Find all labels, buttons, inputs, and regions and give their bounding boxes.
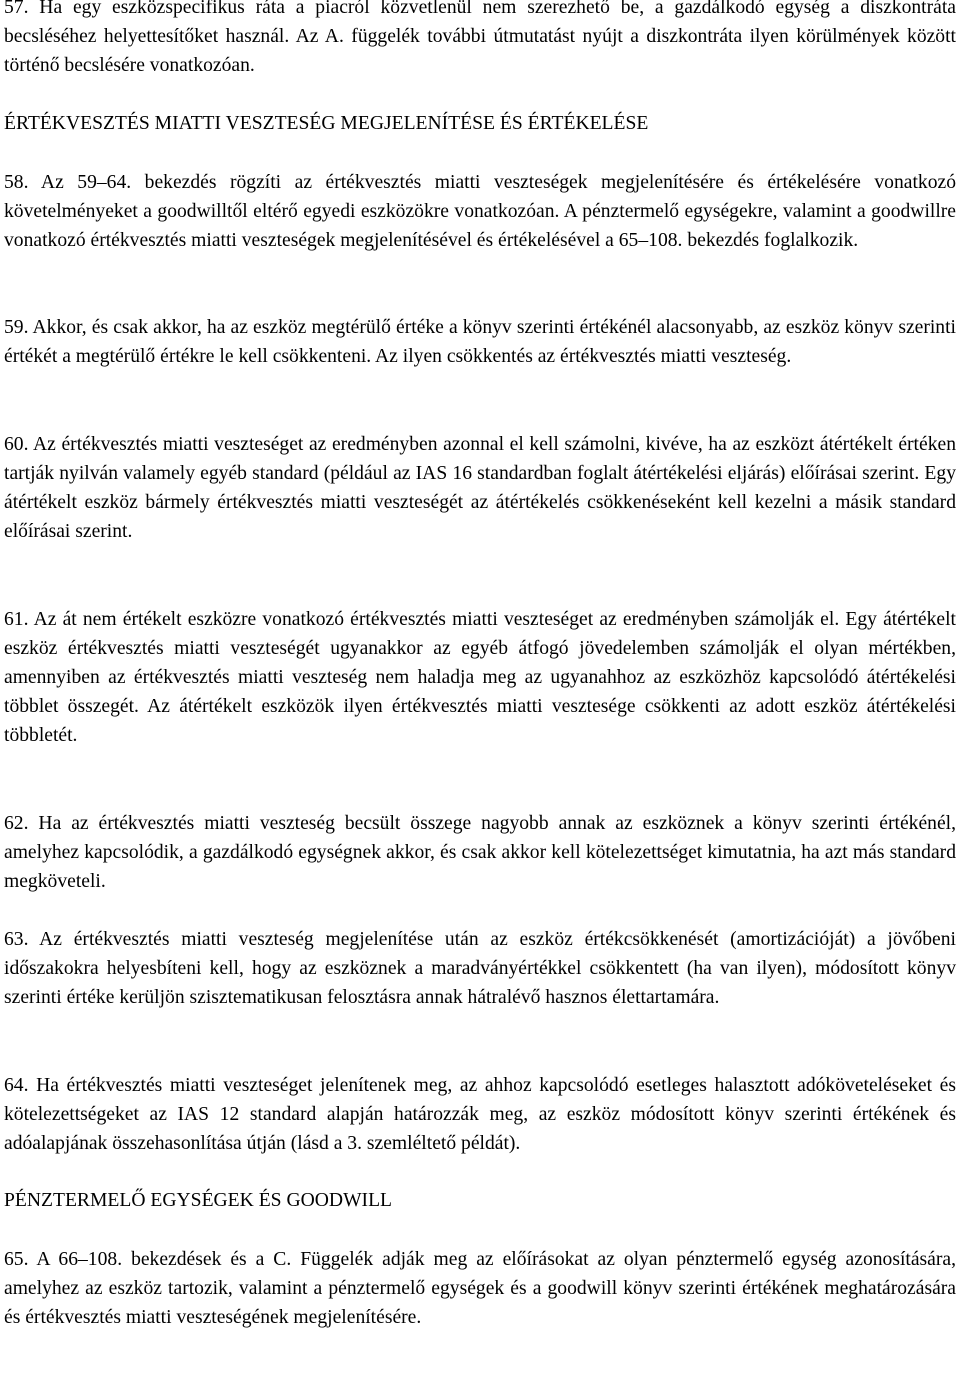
- paragraph-61: 61. Az át nem értékelt eszközre vonatkozó értékvesztés miatti veszteséget az eredményben számolják el. Egy átértékelt eszköz értékvesztés miatti veszteségét ugyanakkor az egyéb átfogó jövedelemben számolják el olyan mértékben, amennyiben az értékvesztés miatti veszteség nem haladja meg az ugyanahhoz az eszközhöz kapcsolódó átértékelési többlet összegét. Az átértékelt eszközök ilyen értékvesztés miatti vesztesége csökkenti az adott eszköz átértékelési többletét.: [4, 609, 956, 746]
- paragraph-60: 60. Az értékvesztés miatti veszteséget az eredményben azonnal el kell számolni, kivéve, ha az eszközt átértékelt értéken tartják nyilván valamely egyéb standard (például az IAS 16 standardban foglalt átértékelési eljárás) előírásai szerint. Egy átértékelt eszköz bármely értékvesztés miatti veszteségét az átértékelés csökkenéseként kell kezelni a másik standard előírásai szerint.: [4, 434, 956, 542]
- paragraph-65: 65. A 66–108. bekezdések és a C. Függelék adják meg az előírásokat az olyan pénztermelő egység azonosítására, amelyhez az eszköz tartozik, valamint a pénztermelő egységek és a goodwill könyv szerinti értékének meghatározására és értékvesztés miatti veszteségének megjelenítésére.: [4, 1249, 956, 1328]
- paragraph-57: 57. Ha egy eszközspecifikus ráta a piacról közvetlenül nem szerezhető be, a gazdálkodó egység a diszkontráta becsléséhez helyettesítőket használ. Az A. függelék további útmutatást nyújt a diszkontráta ilyen körülmények között történő becslésére vonatkozóan.: [4, 0, 956, 76]
- paragraph-58: 58. Az 59–64. bekezdés rögzíti az értékvesztés miatti veszteségek megjelenítésére és értékelésére vonatkozó követelményeket a goodwilltől eltérő egyedi eszközökre vonatkozóan. A pénztermelő egységekre, valamint a goodwillre vonatkozó értékvesztés miatti veszteségek megjelenítésével és értékelésével a 65–108. bekezdés foglalkozik.: [4, 172, 956, 251]
- paragraph-59: 59. Akkor, és csak akkor, ha az eszköz megtérülő értéke a könyv szerinti értékénél alacsonyabb, az eszköz könyv szerinti értékét a megtérülő értékre le kell csökkenteni. Az ilyen csökkentés az értékvesztés miatti veszteség.: [4, 317, 956, 367]
- paragraph-62: 62. Ha az értékvesztés miatti veszteség becsült összege nagyobb annak az eszköznek a könyv szerinti értékénél, amelyhez kapcsolódik, a gazdálkodó egységnek akkor, és csak akkor kell kötelezettséget kimutatnia, ha azt más standard megköveteli.: [4, 813, 956, 892]
- section-heading-cash-generating-units: PÉNZTERMELŐ EGYSÉGEK ÉS GOODWILL: [4, 1190, 393, 1211]
- section-heading-impairment-recognition: ÉRTÉKVESZTÉS MIATTI VESZTESÉG MEGJELENÍTÉSE ÉS ÉRTÉKELÉSE: [4, 113, 649, 134]
- paragraph-63: 63. Az értékvesztés miatti veszteség megjelenítése után az eszköz értékcsökkenését (amortizációját) a jövőbeni időszakokra helyesbíteni kell, hogy az eszköznek a maradványértékkel csökkentett (ha van ilyen), módosított könyv szerinti értéke kerüljön szisztematikusan felosztásra annak hátralévő hasznos élettartamára.: [4, 929, 956, 1008]
- paragraph-64: 64. Ha értékvesztés miatti veszteséget jelenítenek meg, az ahhoz kapcsolódó esetleges halasztott adóköveteléseket és kötelezettségeket az IAS 12 standard alapján határozzák meg, az eszköz módosított könyv szerinti értékének és adóalapjának összehasonlítása útján (lásd a 3. szemléltető példát).: [4, 1075, 956, 1154]
